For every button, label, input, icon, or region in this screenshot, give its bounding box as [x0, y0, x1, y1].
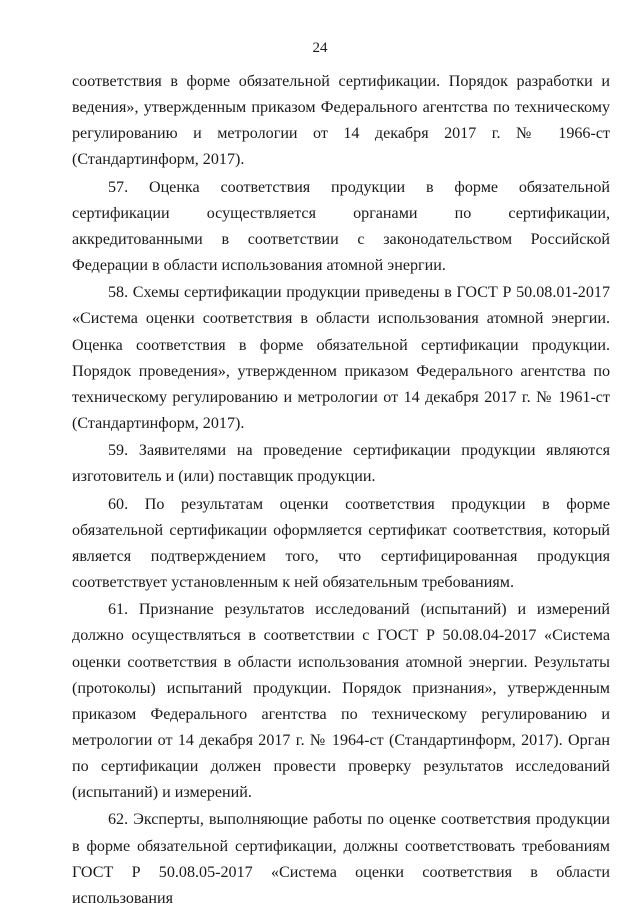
paragraph-continuation: соответствия в форме обязательной сертификации. Порядок разработки и ведения», утвержденным приказом Федерального агентства по техническому регулированию и метрологии от 14 декабря 2017 г. № 1966-ст (Стандартинформ, 2017).	[72, 73, 610, 169]
paragraph-58: 58. Схемы сертификации продукции приведены в ГОСТ Р 50.08.01-2017 «Система оценки соответствия в области использования атомной энергии. Оценка соответствия в форме обязательной сертификации продукции. Порядок проведения», утвержденном приказом Федерального агентства по техническому регулированию и метрологии от 14 декабря 2017 г. № 1961-ст (Стандартинформ, 2017).	[72, 284, 610, 432]
paragraph-61: 61. Признание результатов исследований (испытаний) и измерений должно осуществляться в соответствии с ГОСТ Р 50.08.04-2017 «Система оценки соответствия в области использования атомной энергии. Результаты (протоколы) испытаний продукции. Порядок признания», утвержденным приказом Федерального агентства по техническому регулированию и метрологии от 14 декабря 2017 г. № 1964-ст (Стандартинформ, 2017). Орган по сертификации должен провести проверку результатов исследований (испытаний) и измерений.	[72, 601, 610, 802]
paragraph-57: 57. Оценка соответствия продукции в форме обязательной сертификации осуществляется органами по сертификации, аккредитованными в соответствии с законодательством Российской Федерации в области использования атомной энергии.	[72, 178, 610, 274]
document-body	[72, 69, 610, 913]
page-number: 24	[312, 40, 328, 56]
paragraph-59: 59. Заявителями на проведение сертификации продукции являются изготовитель и (или) поставщик продукции.	[72, 442, 610, 486]
paragraph-60: 60. По результатам оценки соответствия продукции в форме обязательной сертификации оформляется сертификат соответствия, который является подтверждением того, что сертифицированная продукция соответствует установленным к ней обязательным требованиям.	[72, 495, 610, 591]
paragraph-62: 62. Эксперты, выполняющие работы по оценке соответствия продукции в форме обязательной сертификации, должны соответствовать требованиям ГОСТ Р 50.08.05-2017 «Система оценки соответствия в области использования	[72, 811, 610, 907]
